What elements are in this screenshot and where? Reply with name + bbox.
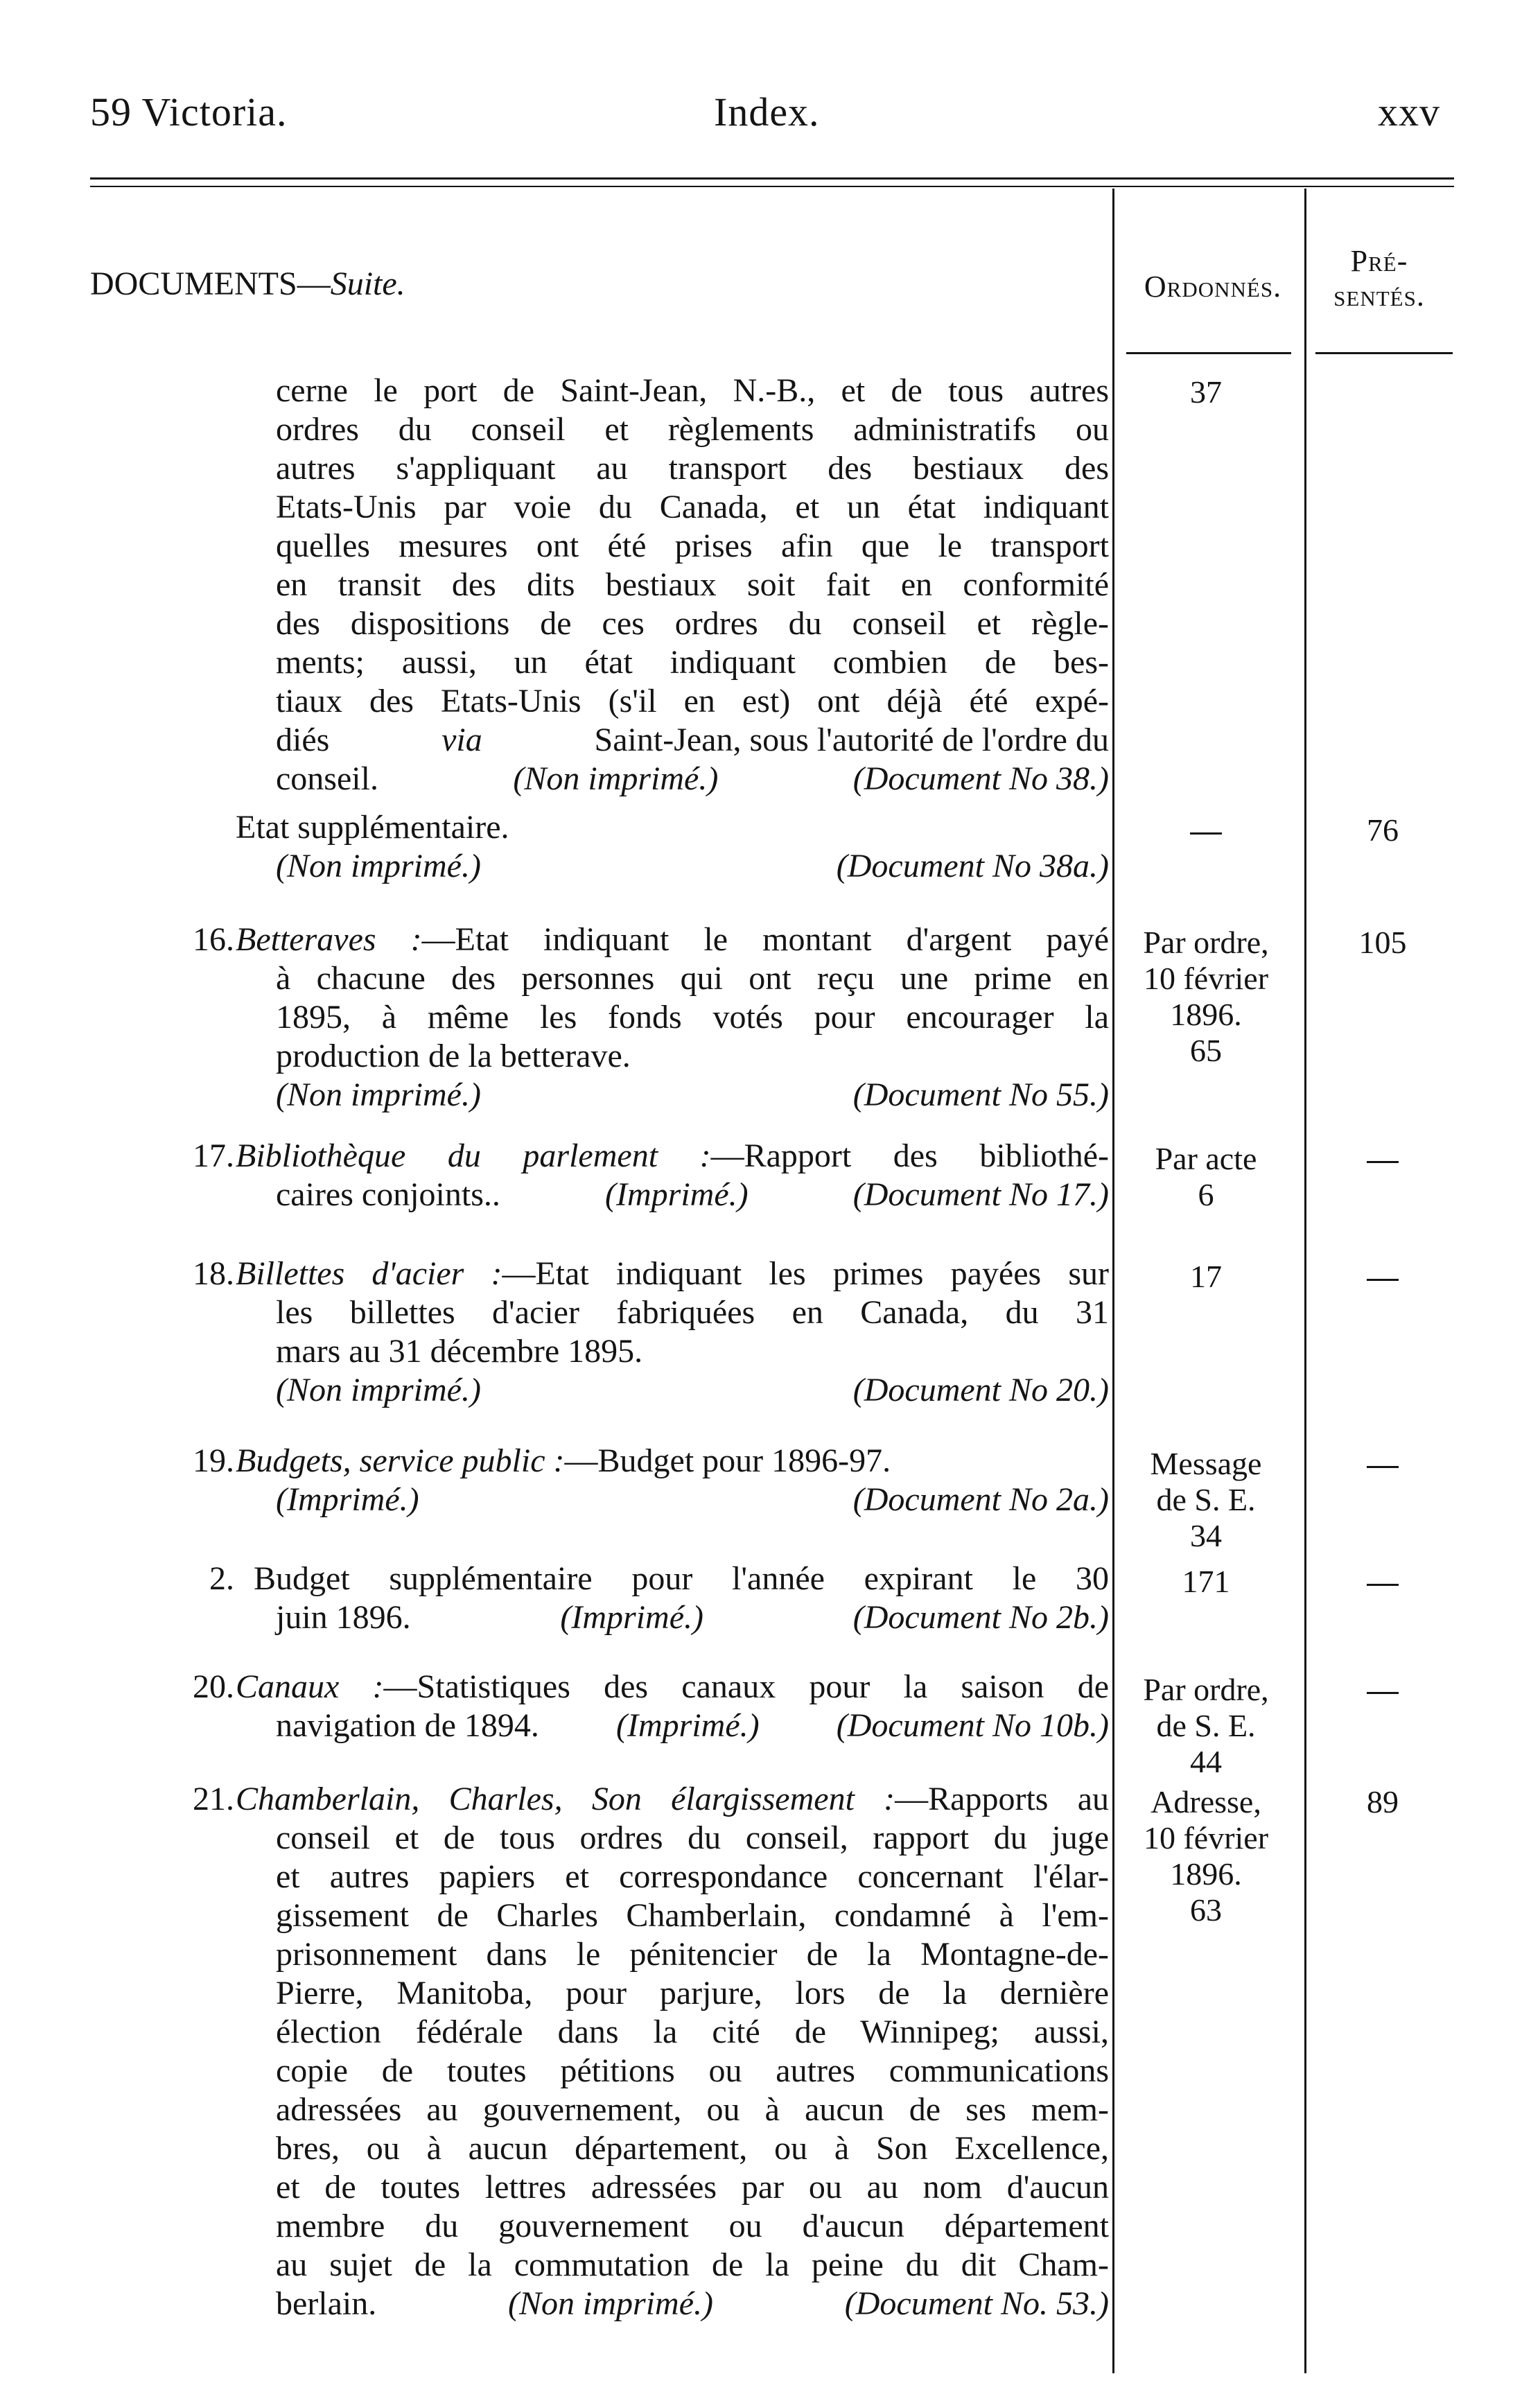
entry-line: des dispositions de ces ordres du conseil et règle-	[276, 605, 1109, 642]
document-number: (Document No 2a.)	[852, 1481, 1109, 1518]
em-dash-mark	[1367, 1692, 1399, 1694]
column-header-presentes	[1310, 244, 1449, 313]
ordonnes-value	[1123, 1672, 1289, 1780]
entry-19	[236, 1442, 1109, 1519]
entry-line: cerne le port de Saint-Jean, N.-B., et de tous autres	[276, 372, 1109, 409]
entry-text: —Etat indiquant le montant d'argent payé	[421, 921, 1109, 958]
ordonnes-dash	[1123, 812, 1289, 848]
entry-line: membre du gouvernement ou d'aucun département	[276, 2208, 1109, 2244]
ordonnes-line: Adresse,	[1150, 1784, 1261, 1819]
entry-line: et de toutes lettres adressées par ou au nom d'aucun	[276, 2169, 1109, 2206]
column-divider-presentes	[1304, 189, 1306, 2373]
entry-citation	[236, 1481, 1109, 1519]
entry-line: 1895, à même les fonds votés pour encourager la	[276, 999, 1109, 1036]
ordonnes-line: 10 février	[1143, 1820, 1269, 1856]
entry-line: en transit des dits bestiaux soit fait en conformité	[276, 566, 1109, 603]
presentes-value: 76	[1367, 812, 1399, 848]
em-dash-mark	[1367, 1161, 1399, 1163]
entry-line: Pierre, Manitoba, pour parjure, lors de la dernière	[276, 1975, 1109, 2011]
document-number: (Document No. 53.)	[844, 2285, 1109, 2322]
running-head-left: 59 Victoria.	[90, 89, 288, 134]
entry-subject: Chamberlain, Charles, Son élargissement :	[236, 1781, 895, 1817]
column-header-presentes-line1: Pré-	[1350, 244, 1408, 278]
entry-16	[236, 920, 1109, 1115]
entry-line: ments; aussi, un état indiquant combien de bes-	[276, 644, 1109, 681]
entry-line: les billettes d'acier fabriquées en Canada, du 31	[276, 1294, 1109, 1331]
entry-18	[236, 1255, 1109, 1410]
print-status: (Imprimé.)	[560, 1599, 703, 1636]
entry-line	[236, 1668, 1109, 1706]
entry-line: quelles mesures ont été prises afin que le transport	[276, 527, 1109, 564]
presentes-dash	[1313, 1564, 1452, 1600]
ordonnes-value	[1123, 1141, 1289, 1213]
entry-text: —Etat indiquant les primes payées sur	[502, 1255, 1109, 1292]
entry-line: autres s'appliquant au transport des bestiaux des	[276, 450, 1109, 487]
ordonnes-line: 6	[1198, 1177, 1214, 1212]
entry-citation	[276, 2285, 1109, 2323]
ordonnes-value	[1123, 1446, 1289, 1554]
entry-citation	[254, 1598, 1109, 1637]
running-head-center: Index.	[714, 89, 820, 134]
entry-line	[236, 1442, 1109, 1481]
entry-text: navigation de 1894.	[276, 1707, 539, 1744]
entry-number: 18.	[193, 1255, 234, 1292]
header-rule-bottom	[90, 186, 1454, 187]
entry-line: production de la betterave.	[276, 1038, 631, 1074]
entry-citation	[276, 1371, 1109, 1410]
entry-text: —Budget pour 1896-97.	[564, 1442, 891, 1479]
entry-text: juin 1896.	[276, 1599, 411, 1636]
entry-subject: Billettes d'acier :	[236, 1255, 502, 1292]
entry-15-continuation	[276, 372, 1109, 798]
section-suite: Suite.	[330, 265, 405, 302]
ordonnes-value: 17	[1190, 1259, 1222, 1294]
document-number: (Document No 38a.)	[836, 848, 1109, 884]
entry-line: Etats-Unis par voie du Canada, et un état indiquant	[276, 489, 1109, 525]
ordonnes-line: 44	[1190, 1744, 1222, 1779]
entry-line: copie de toutes pétitions ou autres communications	[276, 2052, 1109, 2089]
document-number: (Document No 17.)	[852, 1176, 1109, 1213]
entry-number: 2.	[209, 1560, 234, 1597]
ordonnes-line: Par ordre,	[1143, 925, 1269, 960]
entry-text: —Rapport des bibliothé-	[710, 1137, 1109, 1174]
ordonnes-underline	[1126, 352, 1291, 354]
entry-number: 21.	[193, 1781, 234, 1817]
entry-line: Etat supplémentaire.	[236, 809, 509, 846]
entry-15-supplement	[236, 808, 1109, 886]
ordonnes-line: 63	[1190, 1892, 1222, 1928]
ordonnes-line: 1896.	[1170, 997, 1242, 1032]
document-number: (Document No 55.)	[852, 1076, 1109, 1113]
entry-20	[236, 1668, 1109, 1745]
print-status: (Non imprimé.)	[513, 760, 719, 797]
section-heading	[90, 265, 405, 303]
ordonnes-line: de S. E.	[1156, 1482, 1256, 1517]
entry-21	[236, 1780, 1109, 2323]
entry-citation	[236, 1176, 1109, 1214]
entry-line: élection fédérale dans la cité de Winnipeg; aussi,	[276, 2014, 1109, 2050]
em-dash-mark	[1367, 1584, 1399, 1586]
ordonnes-line: Par acte	[1155, 1141, 1257, 1176]
entry-subject: Bibliothèque du parlement :	[236, 1137, 711, 1174]
entry-citation	[276, 1076, 1109, 1115]
entry-text: —Statistiques des canaux pour la saison de	[383, 1668, 1110, 1705]
ordonnes-value	[1123, 1784, 1289, 1928]
entry-number: 20.	[193, 1668, 234, 1705]
entry-line: Budget supplémentaire pour l'année expirant le 30	[254, 1560, 1109, 1597]
print-status: (Imprimé.)	[605, 1176, 749, 1213]
column-divider-ordonnes	[1112, 189, 1114, 2373]
entry-subject: Canaux :	[236, 1668, 384, 1705]
presentes-value: 105	[1358, 925, 1407, 960]
entry-line: ordres du conseil et règlements administratifs ou	[276, 411, 1109, 448]
entry-citation	[276, 760, 1109, 798]
entry-line	[236, 1780, 1109, 1819]
print-status: (Non imprimé.)	[276, 1372, 481, 1408]
entry-line: conseil et de tous ordres du conseil, rapport du juge	[276, 1819, 1109, 1856]
presentes-value: 89	[1367, 1784, 1399, 1819]
column-header-presentes-line2: sentés.	[1333, 279, 1425, 313]
presentes-dash	[1313, 1446, 1452, 1482]
ordonnes-value: 37	[1190, 374, 1222, 410]
entry-subject: Betteraves :	[236, 921, 422, 958]
ordonnes-value: 171	[1182, 1564, 1230, 1599]
text-conseil: conseil.	[276, 760, 378, 797]
running-head-page-number: xxv	[1378, 89, 1440, 134]
ordonnes-line: 1896.	[1170, 1856, 1242, 1892]
print-status: (Non imprimé.)	[276, 1076, 481, 1113]
print-status: (Imprimé.)	[276, 1481, 419, 1518]
print-status: (Non imprimé.)	[508, 2285, 713, 2322]
ordonnes-line: 10 février	[1143, 961, 1269, 996]
section-title: DOCUMENTS—	[90, 265, 331, 302]
em-dash-mark	[1367, 1466, 1399, 1468]
entry-subject: Budgets, service public :	[236, 1442, 565, 1479]
text-saint-jean: Saint-Jean, sous l'autorité de l'ordre du	[594, 722, 1109, 758]
presentes-underline	[1315, 352, 1453, 354]
header-rule-top	[90, 177, 1454, 180]
entry-line: prisonnement dans le pénitencier de la Montagne-de-	[276, 1936, 1109, 1973]
entry-line: bres, ou à aucun département, ou à Son Excellence,	[276, 2130, 1109, 2167]
entry-line: et autres papiers et correspondance concernant l'élar-	[276, 1858, 1109, 1895]
entry-line	[236, 920, 1109, 959]
text-dies: diés	[276, 722, 330, 758]
entry-19-2	[254, 1560, 1109, 1637]
entry-line: mars au 31 décembre 1895.	[276, 1333, 643, 1370]
ordonnes-value	[1123, 925, 1289, 1069]
ordonnes-line: 34	[1190, 1518, 1222, 1553]
presentes-dash	[1313, 1259, 1452, 1295]
entry-text: —Rapports au	[895, 1781, 1110, 1817]
print-status: (Non imprimé.)	[276, 848, 481, 884]
entry-citation	[236, 847, 1109, 886]
entry-line	[236, 1137, 1109, 1176]
entry-line	[236, 1255, 1109, 1293]
entry-line-via	[276, 721, 1109, 760]
em-dash-mark	[1190, 832, 1222, 835]
entry-number: 16.	[193, 921, 234, 958]
entry-17	[236, 1137, 1109, 1214]
column-header-ordonnes: Ordonnés.	[1144, 270, 1282, 304]
document-number: (Document No 20.)	[852, 1372, 1109, 1408]
entry-line: gissement de Charles Chamberlain, condamné à l'em-	[276, 1897, 1109, 1934]
entry-line: au sujet de la commutation de la peine du dit Cham-	[276, 2246, 1109, 2283]
entry-line: à chacune des personnes qui ont reçu une prime en	[276, 960, 1109, 997]
entry-text: caires conjoints..	[276, 1176, 500, 1213]
document-number: (Document No 2b.)	[852, 1599, 1109, 1636]
entry-number: 17.	[193, 1137, 234, 1174]
entry-line: adressées au gouvernement, ou à aucun de ses mem-	[276, 2091, 1109, 2128]
presentes-dash	[1313, 1141, 1452, 1177]
ordonnes-line: 65	[1190, 1033, 1222, 1068]
print-status: (Imprimé.)	[616, 1707, 760, 1744]
document-number: (Document No 10b.)	[836, 1707, 1109, 1744]
entry-line: tiaux des Etats-Unis (s'il en est) ont déjà été expé-	[276, 683, 1109, 719]
em-dash-mark	[1367, 1279, 1399, 1281]
document-number: (Document No 38.)	[852, 760, 1109, 797]
entry-text: berlain.	[276, 2285, 377, 2322]
entry-number: 19.	[193, 1442, 234, 1479]
text-via: via	[441, 722, 482, 758]
ordonnes-line: Message	[1150, 1446, 1262, 1481]
ordonnes-line: de S. E.	[1156, 1708, 1256, 1743]
ordonnes-line: Par ordre,	[1143, 1672, 1269, 1707]
presentes-dash	[1313, 1672, 1452, 1708]
entry-citation	[236, 1706, 1109, 1745]
